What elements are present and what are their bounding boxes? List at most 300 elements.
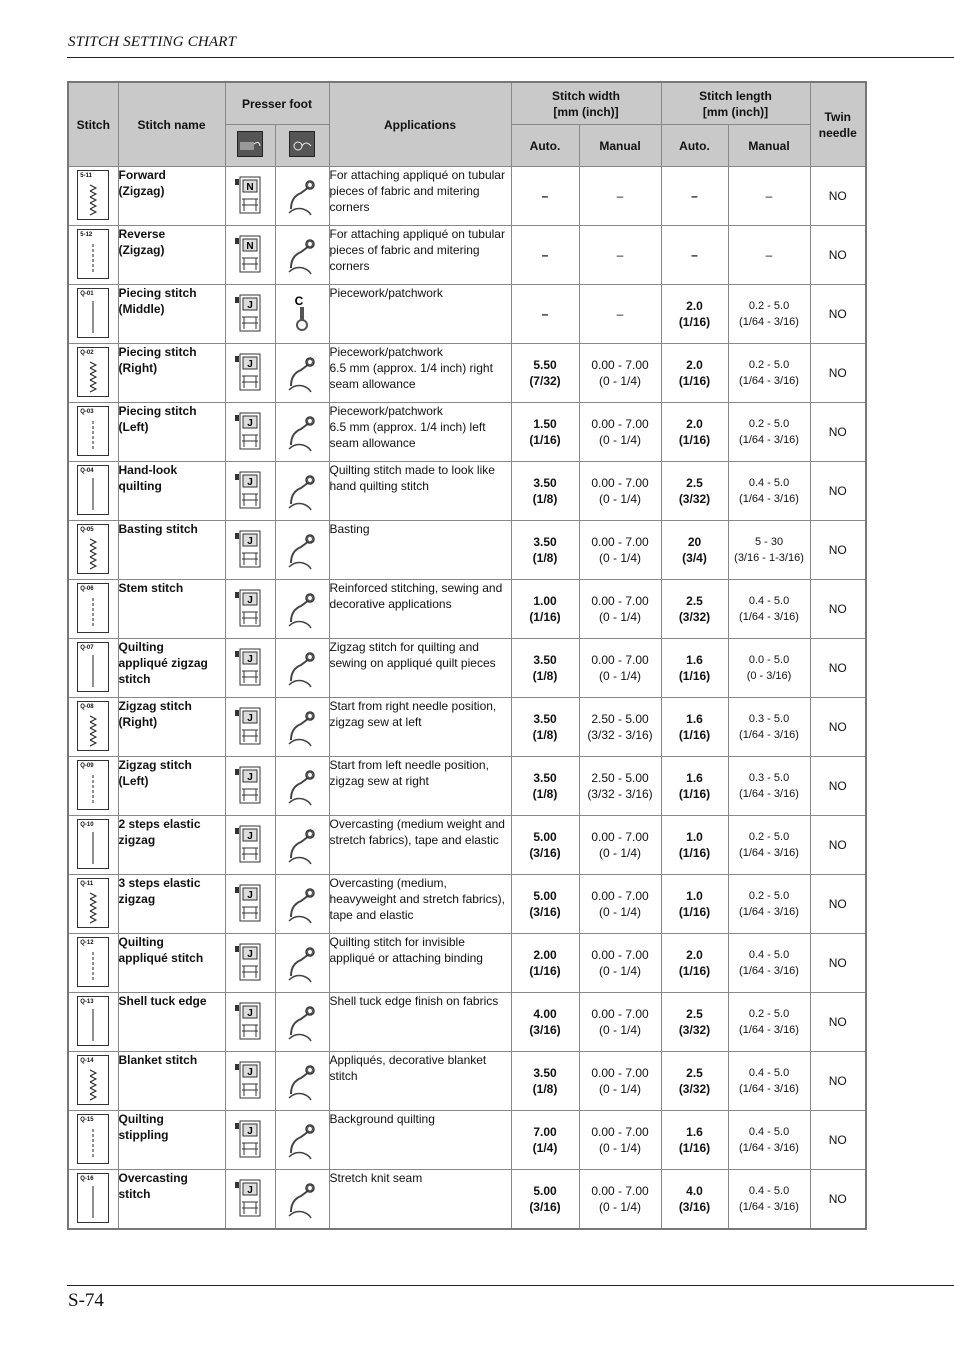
stitch-pattern-icon: [77, 878, 109, 928]
stitch-code: Q-06: [80, 585, 94, 592]
width-auto: 7.00 (1/4): [511, 1111, 579, 1170]
header-width-manual: Manual: [579, 125, 661, 167]
table-row: [68, 875, 866, 934]
twin-needle: NO: [810, 403, 866, 462]
stitch-cell: [68, 993, 118, 1052]
width-auto: 3.50 (1/8): [511, 521, 579, 580]
presser-arm-icon: [283, 763, 321, 807]
stitch-pattern-icon: [77, 642, 109, 692]
svg-text:N: N: [246, 181, 254, 193]
presser-arm-icon: [283, 1058, 321, 1102]
presser-foot-cell: [225, 934, 275, 993]
presser-arm-icon: [283, 645, 321, 689]
presser-foot-alt-cell: [275, 344, 329, 403]
width-manual: 0.00 - 7.00 (0 - 1/4): [579, 462, 661, 521]
svg-text:J: J: [247, 358, 253, 370]
presser-foot-cell: [225, 403, 275, 462]
width-auto: 5.00 (3/16): [511, 1170, 579, 1230]
stitch-code: Q-03: [80, 408, 94, 415]
twin-needle: NO: [810, 698, 866, 757]
presser-arm-icon: [283, 232, 321, 276]
length-auto: 4.0 (3/16): [661, 1170, 728, 1230]
twin-needle: NO: [810, 757, 866, 816]
application-text: For attaching appliqué on tubular pieces of fabric and mitering corners: [329, 167, 511, 226]
presser-foot-j-icon: [231, 350, 269, 394]
table-row: [68, 934, 866, 993]
stitch-cell: [68, 226, 118, 285]
width-manual: –: [579, 167, 661, 226]
twin-needle: NO: [810, 226, 866, 285]
footer-rule: [67, 1285, 954, 1286]
stitch-cell: [68, 285, 118, 344]
width-auto: 2.00 (1/16): [511, 934, 579, 993]
presser-foot-j-icon: [231, 704, 269, 748]
width-auto: 3.50 (1/8): [511, 698, 579, 757]
stitch-code: Q-07: [80, 644, 94, 651]
stitch-pattern-icon: [77, 996, 109, 1046]
stitch-pattern-icon: [77, 760, 109, 810]
width-manual: 0.00 - 7.00 (0 - 1/4): [579, 1170, 661, 1230]
twin-needle: NO: [810, 1052, 866, 1111]
presser-foot-j-icon: [231, 468, 269, 512]
presser-foot-icon: [237, 131, 263, 157]
stitch-cell: [68, 934, 118, 993]
svg-text:J: J: [247, 1066, 253, 1078]
svg-text:O: O: [306, 770, 314, 780]
stitch-cell: [68, 816, 118, 875]
width-auto: 3.50 (1/8): [511, 757, 579, 816]
svg-text:J: J: [247, 417, 253, 429]
application-text: Piecework/patchwork: [329, 285, 511, 344]
presser-arm-icon: [283, 999, 321, 1043]
presser-arm-icon: [283, 1176, 321, 1220]
application-text: Shell tuck edge finish on fabrics: [329, 993, 511, 1052]
stitch-code: Q-04: [80, 467, 94, 474]
stitch-code: Q-08: [80, 703, 94, 710]
table-row: [68, 580, 866, 639]
length-manual: 5 - 30 (3/16 - 1-3/16): [728, 521, 810, 580]
presser-foot-alt-cell: [275, 816, 329, 875]
application-text: Background quilting: [329, 1111, 511, 1170]
application-text: Quilting stitch made to look like hand quilting stitch: [329, 462, 511, 521]
stitch-name: Quilting stippling: [118, 1111, 225, 1170]
stitch-code: Q-15: [80, 1116, 94, 1123]
table-row: [68, 1052, 866, 1111]
stitch-code: Q-01: [80, 290, 94, 297]
svg-text:J: J: [247, 1125, 253, 1137]
presser-foot-j-icon: [231, 586, 269, 630]
stitch-cell: [68, 403, 118, 462]
svg-text:J: J: [247, 771, 253, 783]
width-manual: –: [579, 285, 661, 344]
presser-foot-alt-cell: [275, 580, 329, 639]
stitch-code: Q-09: [80, 762, 94, 769]
width-auto: 1.50 (1/16): [511, 403, 579, 462]
stitch-pattern-icon: [77, 819, 109, 869]
presser-foot-j-icon: [231, 763, 269, 807]
presser-foot-alt-cell: [275, 639, 329, 698]
presser-foot-cell: [225, 875, 275, 934]
header-foot-icon-1: [225, 125, 275, 167]
presser-foot-alt-cell: [275, 757, 329, 816]
length-manual: 0.4 - 5.0 (1/64 - 3/16): [728, 462, 810, 521]
stitch-pattern-icon: [77, 701, 109, 751]
length-manual: 0.2 - 5.0 (1/64 - 3/16): [728, 403, 810, 462]
stitch-name: Hand-look quilting: [118, 462, 225, 521]
presser-foot-cell: [225, 1052, 275, 1111]
svg-text:J: J: [247, 889, 253, 901]
stitch-name: Basting stitch: [118, 521, 225, 580]
application-text: Start from right needle position, zigzag sew at left: [329, 698, 511, 757]
twin-needle: NO: [810, 344, 866, 403]
presser-arm-icon: [283, 881, 321, 925]
presser-foot-alt-cell: [275, 993, 329, 1052]
svg-text:J: J: [247, 594, 253, 606]
presser-foot-alt-cell: [275, 521, 329, 580]
length-manual: 0.4 - 5.0 (1/64 - 3/16): [728, 1052, 810, 1111]
stitch-code: Q-10: [80, 821, 94, 828]
length-auto: 20 (3/4): [661, 521, 728, 580]
svg-text:J: J: [247, 948, 253, 960]
stitch-cell: [68, 580, 118, 639]
presser-foot-cell: [225, 1111, 275, 1170]
length-auto: 1.6 (1/16): [661, 639, 728, 698]
stitch-code: 5-11: [80, 172, 92, 179]
length-manual: 0.3 - 5.0 (1/64 - 3/16): [728, 698, 810, 757]
presser-foot-alt-cell: [275, 1170, 329, 1230]
length-auto: 1.6 (1/16): [661, 757, 728, 816]
length-auto: 2.0 (1/16): [661, 934, 728, 993]
application-text: Start from left needle position, zigzag sew at right: [329, 757, 511, 816]
table-row: [68, 639, 866, 698]
table-row: [68, 1111, 866, 1170]
table-row: [68, 1170, 866, 1230]
length-auto: 1.6 (1/16): [661, 1111, 728, 1170]
presser-foot-cell: [225, 285, 275, 344]
stitch-code: Q-13: [80, 998, 94, 1005]
svg-text:O: O: [306, 1124, 314, 1134]
twin-needle: NO: [810, 1111, 866, 1170]
header-stitch-length: Stitch length [mm (inch)]: [661, 82, 810, 125]
length-auto: 1.6 (1/16): [661, 698, 728, 757]
presser-foot-alt-cell: [275, 226, 329, 285]
presser-arm-icon: [283, 822, 321, 866]
width-manual: 0.00 - 7.00 (0 - 1/4): [579, 1052, 661, 1111]
length-manual: 0.2 - 5.0 (1/64 - 3/16): [728, 875, 810, 934]
section-title: STITCH SETTING CHART: [68, 34, 237, 50]
presser-foot-n-icon: [231, 232, 269, 276]
stitch-cell: [68, 167, 118, 226]
stitch-pattern-icon: [77, 1173, 109, 1223]
stitch-pattern-icon: [77, 288, 109, 338]
width-auto: 4.00 (3/16): [511, 993, 579, 1052]
presser-foot-j-icon: [231, 999, 269, 1043]
application-text: Basting: [329, 521, 511, 580]
table-row: [68, 521, 866, 580]
header-stitch: Stitch: [68, 82, 118, 167]
presser-foot-cell: [225, 639, 275, 698]
length-manual: –: [728, 167, 810, 226]
svg-text:J: J: [247, 1184, 253, 1196]
width-manual: 0.00 - 7.00 (0 - 1/4): [579, 934, 661, 993]
presser-foot-j-icon: [231, 881, 269, 925]
length-manual: 0.0 - 5.0 (0 - 3/16): [728, 639, 810, 698]
presser-foot-cell: [225, 344, 275, 403]
presser-foot-alt-cell: [275, 1052, 329, 1111]
table-row: [68, 462, 866, 521]
presser-foot-j-icon: [231, 645, 269, 689]
length-auto: 2.0 (1/16): [661, 285, 728, 344]
width-manual: 0.00 - 7.00 (0 - 1/4): [579, 639, 661, 698]
presser-foot-cell: [225, 993, 275, 1052]
width-auto: 1.00 (1/16): [511, 580, 579, 639]
stitch-name: Zigzag stitch (Right): [118, 698, 225, 757]
stitch-cell: [68, 1111, 118, 1170]
presser-foot-alt-cell: [275, 934, 329, 993]
svg-text:O: O: [306, 357, 314, 367]
stitch-cell: [68, 1170, 118, 1230]
svg-text:J: J: [247, 653, 253, 665]
stitch-cell: [68, 344, 118, 403]
stitch-code: Q-11: [80, 880, 94, 887]
twin-needle: NO: [810, 1170, 866, 1230]
length-manual: 0.2 - 5.0 (1/64 - 3/16): [728, 285, 810, 344]
svg-text:O: O: [306, 829, 314, 839]
svg-text:O: O: [306, 416, 314, 426]
width-auto: –: [511, 167, 579, 226]
svg-text:O: O: [306, 947, 314, 957]
stitch-cell: [68, 875, 118, 934]
presser-foot-alt-icon: [289, 131, 315, 157]
page-number: S-74: [68, 1290, 104, 1311]
header-width-auto: Auto.: [511, 125, 579, 167]
length-manual: 0.2 - 5.0 (1/64 - 3/16): [728, 993, 810, 1052]
twin-needle: NO: [810, 816, 866, 875]
width-auto: 3.50 (1/8): [511, 462, 579, 521]
stitch-cell: [68, 639, 118, 698]
application-text: Stretch knit seam: [329, 1170, 511, 1230]
table-row: [68, 344, 866, 403]
stitch-pattern-icon: [77, 524, 109, 574]
width-auto: –: [511, 285, 579, 344]
twin-needle: NO: [810, 462, 866, 521]
width-manual: 2.50 - 5.00 (3/32 - 3/16): [579, 698, 661, 757]
stitch-pattern-icon: [77, 1055, 109, 1105]
svg-text:J: J: [247, 476, 253, 488]
stitch-name: Reverse (Zigzag): [118, 226, 225, 285]
svg-text:O: O: [306, 652, 314, 662]
stitch-pattern-icon: [77, 1114, 109, 1164]
stitch-code: Q-02: [80, 349, 94, 356]
length-manual: 0.2 - 5.0 (1/64 - 3/16): [728, 344, 810, 403]
width-manual: 0.00 - 7.00 (0 - 1/4): [579, 816, 661, 875]
svg-text:J: J: [247, 830, 253, 842]
header-rule: [67, 57, 954, 58]
stitch-cell: [68, 757, 118, 816]
application-text: Piecework/patchwork 6.5 mm (approx. 1/4 inch) left seam allowance: [329, 403, 511, 462]
application-text: Piecework/patchwork 6.5 mm (approx. 1/4 inch) right seam allowance: [329, 344, 511, 403]
presser-foot-cell: [225, 521, 275, 580]
header-twin-needle: Twin needle: [810, 82, 866, 167]
application-text: For attaching appliqué on tubular pieces of fabric and mitering corners: [329, 226, 511, 285]
length-auto: 2.0 (1/16): [661, 344, 728, 403]
presser-foot-cell: [225, 757, 275, 816]
width-auto: 5.00 (3/16): [511, 816, 579, 875]
width-manual: 0.00 - 7.00 (0 - 1/4): [579, 403, 661, 462]
svg-text:O: O: [306, 1006, 314, 1016]
svg-text:J: J: [247, 535, 253, 547]
twin-needle: NO: [810, 580, 866, 639]
header-length-auto: Auto.: [661, 125, 728, 167]
stitch-code: Q-14: [80, 1057, 94, 1064]
stitch-pattern-icon: [77, 170, 109, 220]
application-text: Reinforced stitching, sewing and decorative applications: [329, 580, 511, 639]
stitch-name: Piecing stitch (Right): [118, 344, 225, 403]
stitch-cell: [68, 521, 118, 580]
presser-arm-icon: [283, 527, 321, 571]
length-auto: 2.5 (3/32): [661, 580, 728, 639]
length-manual: 0.4 - 5.0 (1/64 - 3/16): [728, 934, 810, 993]
length-auto: –: [661, 226, 728, 285]
width-auto: 5.50 (7/32): [511, 344, 579, 403]
svg-text:N: N: [246, 240, 254, 252]
presser-foot-j-icon: [231, 1176, 269, 1220]
length-manual: 0.4 - 5.0 (1/64 - 3/16): [728, 1170, 810, 1230]
presser-foot-alt-cell: [275, 698, 329, 757]
stitch-pattern-icon: [77, 583, 109, 633]
svg-text:O: O: [306, 1065, 314, 1075]
stitch-cell: [68, 462, 118, 521]
length-auto: 2.0 (1/16): [661, 403, 728, 462]
stitch-name: 3 steps elastic zigzag: [118, 875, 225, 934]
width-manual: 0.00 - 7.00 (0 - 1/4): [579, 580, 661, 639]
presser-foot-j-icon: [231, 940, 269, 984]
stitch-name: Blanket stitch: [118, 1052, 225, 1111]
stitch-cell: [68, 1052, 118, 1111]
table-row: [68, 167, 866, 226]
presser-arm-icon: [283, 468, 321, 512]
width-auto: 5.00 (3/16): [511, 875, 579, 934]
width-manual: 0.00 - 7.00 (0 - 1/4): [579, 875, 661, 934]
twin-needle: NO: [810, 639, 866, 698]
presser-foot-cell: [225, 226, 275, 285]
stitch-name: Stem stitch: [118, 580, 225, 639]
table-row: [68, 757, 866, 816]
length-manual: 0.2 - 5.0 (1/64 - 3/16): [728, 816, 810, 875]
stitch-cell: [68, 698, 118, 757]
svg-text:J: J: [247, 299, 253, 311]
stitch-name: Forward (Zigzag): [118, 167, 225, 226]
svg-text:O: O: [306, 534, 314, 544]
header-applications: Applications: [329, 82, 511, 167]
stitch-name: Quilting appliqué stitch: [118, 934, 225, 993]
presser-arm-icon: [283, 940, 321, 984]
length-auto: 2.5 (3/32): [661, 462, 728, 521]
svg-text:C: C: [294, 293, 304, 308]
header-presser-foot: Presser foot: [225, 82, 329, 125]
svg-text:J: J: [247, 712, 253, 724]
table-row: [68, 403, 866, 462]
svg-text:O: O: [306, 475, 314, 485]
stitch-code: Q-05: [80, 526, 94, 533]
width-auto: 3.50 (1/8): [511, 639, 579, 698]
svg-text:O: O: [306, 711, 314, 721]
width-auto: –: [511, 226, 579, 285]
stitch-code: Q-12: [80, 939, 94, 946]
table-row: [68, 226, 866, 285]
length-auto: 2.5 (3/32): [661, 1052, 728, 1111]
svg-text:O: O: [306, 239, 314, 249]
presser-arm-icon: [283, 1117, 321, 1161]
application-text: Overcasting (medium, heavyweight and stretch fabrics), tape and elastic: [329, 875, 511, 934]
presser-foot-j-icon: [231, 1058, 269, 1102]
presser-foot-j-icon: [231, 527, 269, 571]
length-manual: 0.4 - 5.0 (1/64 - 3/16): [728, 580, 810, 639]
stitch-code: 5-12: [80, 231, 93, 238]
length-auto: 1.0 (1/16): [661, 875, 728, 934]
stitch-name: Shell tuck edge: [118, 993, 225, 1052]
presser-arm-icon: [283, 173, 321, 217]
presser-foot-cell: [225, 167, 275, 226]
width-auto: 3.50 (1/8): [511, 1052, 579, 1111]
stitch-pattern-icon: [77, 347, 109, 397]
stitch-pattern-icon: [77, 465, 109, 515]
presser-foot-cell: [225, 1170, 275, 1230]
presser-arm-icon: [283, 350, 321, 394]
presser-foot-alt-cell: [275, 285, 329, 344]
stitch-name: 2 steps elastic zigzag: [118, 816, 225, 875]
presser-foot-cell: [225, 462, 275, 521]
twin-needle: NO: [810, 521, 866, 580]
svg-text:O: O: [306, 888, 314, 898]
length-auto: 1.0 (1/16): [661, 816, 728, 875]
presser-foot-alt-cell: [275, 462, 329, 521]
twin-needle: NO: [810, 875, 866, 934]
stitch-pattern-icon: [77, 937, 109, 987]
length-manual: 0.3 - 5.0 (1/64 - 3/16): [728, 757, 810, 816]
presser-foot-alt-cell: [275, 403, 329, 462]
application-text: Appliqués, decorative blanket stitch: [329, 1052, 511, 1111]
presser-arm-icon: [283, 704, 321, 748]
length-auto: 2.5 (3/32): [661, 993, 728, 1052]
presser-arm-icon: [283, 586, 321, 630]
presser-foot-alt-cell: [275, 167, 329, 226]
width-manual: 2.50 - 5.00 (3/32 - 3/16): [579, 757, 661, 816]
stitch-name: Quilting appliqué zigzag stitch: [118, 639, 225, 698]
table-row: [68, 285, 866, 344]
application-text: Quilting stitch for invisible appliqué or attaching binding: [329, 934, 511, 993]
presser-foot-alt-cell: [275, 875, 329, 934]
svg-text:O: O: [306, 593, 314, 603]
stitch-name: Piecing stitch (Left): [118, 403, 225, 462]
stitch-pattern-icon: [77, 229, 109, 279]
table-row: [68, 698, 866, 757]
stitch-name: Piecing stitch (Middle): [118, 285, 225, 344]
header-length-manual: Manual: [728, 125, 810, 167]
svg-text:J: J: [247, 1007, 253, 1019]
width-manual: 0.00 - 7.00 (0 - 1/4): [579, 521, 661, 580]
presser-foot-cell: [225, 816, 275, 875]
width-manual: 0.00 - 7.00 (0 - 1/4): [579, 993, 661, 1052]
presser-foot-j-icon: [231, 1117, 269, 1161]
svg-text:O: O: [306, 1183, 314, 1193]
table-row: [68, 816, 866, 875]
header-foot-icon-2: [275, 125, 329, 167]
presser-foot-cell: [225, 698, 275, 757]
application-text: Overcasting (medium weight and stretch fabrics), tape and elastic: [329, 816, 511, 875]
twin-needle: NO: [810, 934, 866, 993]
stitch-name: Overcasting stitch: [118, 1170, 225, 1230]
